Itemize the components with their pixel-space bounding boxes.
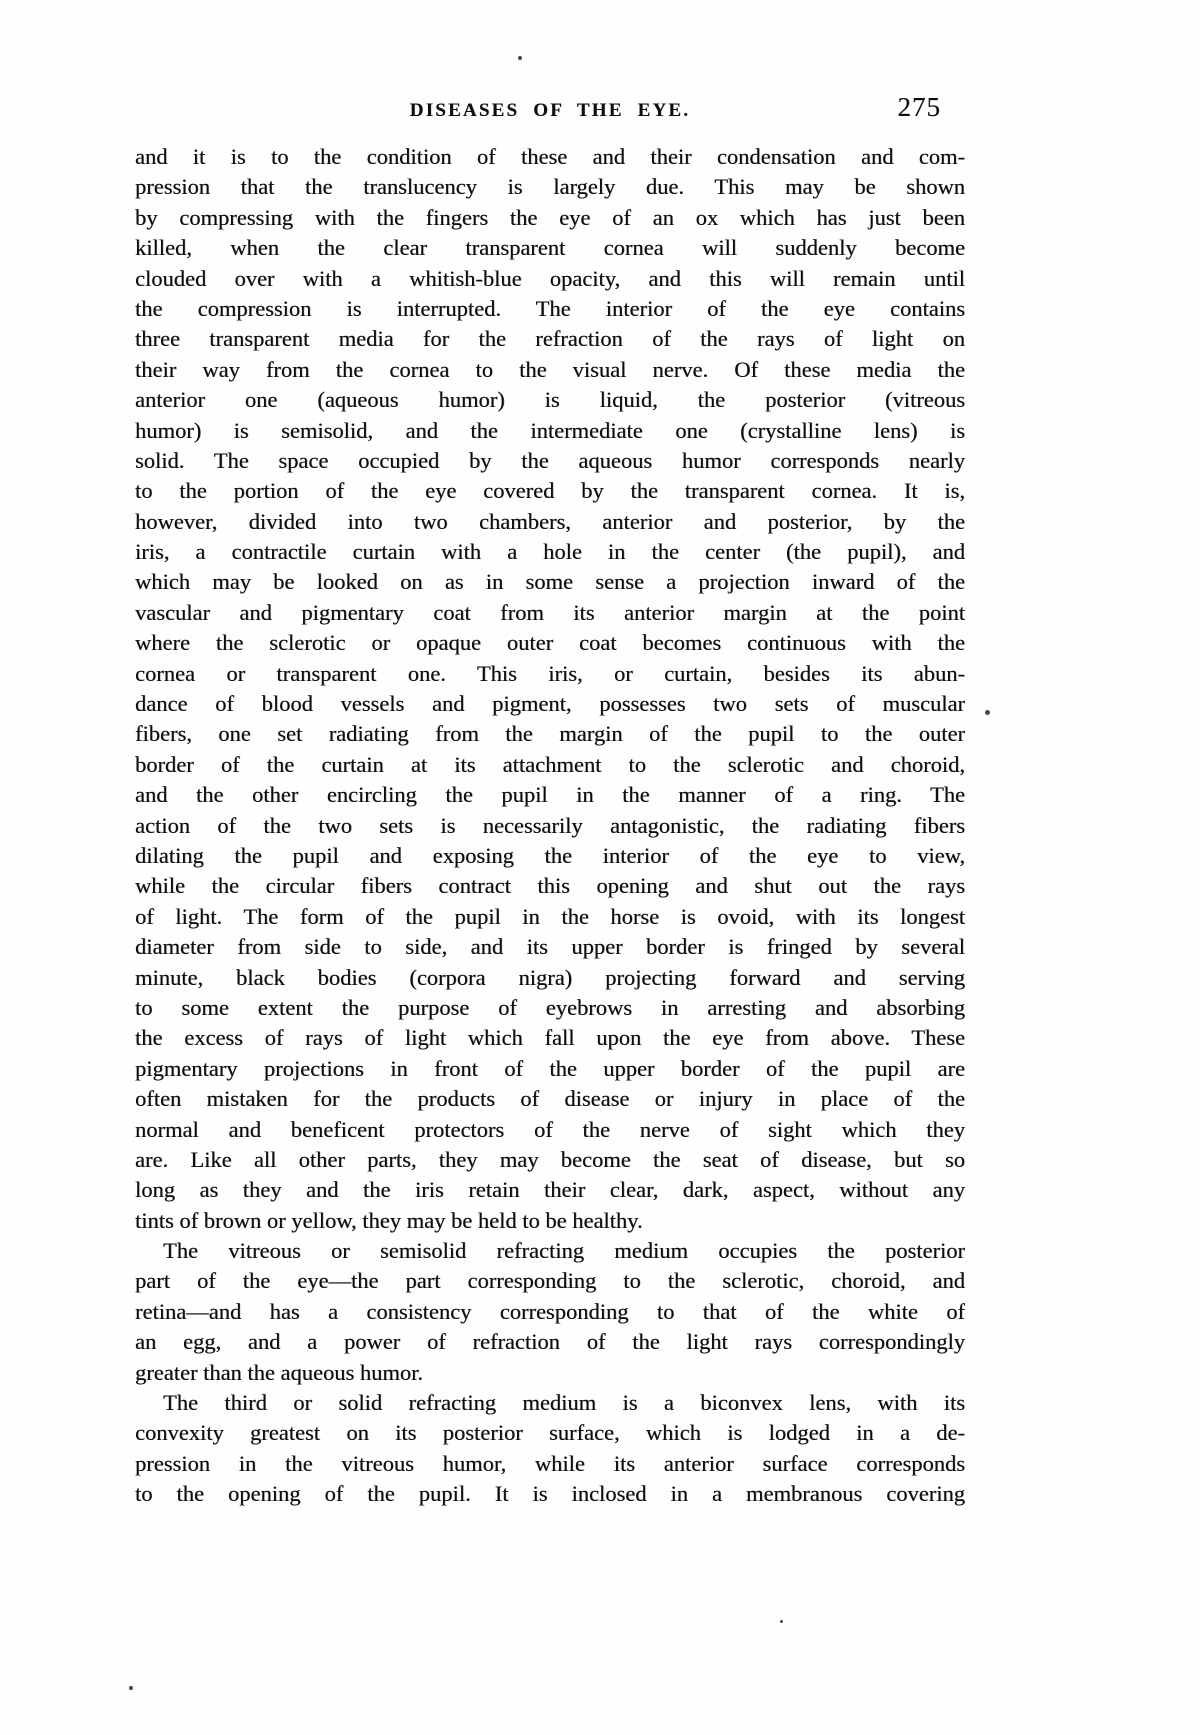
scan-speck [985,710,990,715]
text-line: clouded over with a whitish-blue opacity, and this will remain until [135,265,965,291]
text-line: often mistaken for the products of disease or injury in place of the [135,1086,965,1112]
text-line: to the portion of the eye covered by the transparent cornea. It is, [135,478,965,504]
text-line: the excess of rays of light which fall upon the eye from above. These [135,1025,965,1051]
text-line: to the opening of the pupil. It is inclosed in a membranous covering [135,1481,965,1507]
text-line: iris, a contractile curtain with a hole in the center (the pupil), and [135,539,965,565]
page-number: 275 [897,92,941,122]
text-line: pression in the vitreous humor, while its anterior surface corresponds [135,1450,965,1476]
text-line: action of the two sets is necessarily antagonistic, the radiating fibers [135,812,965,838]
text-line: humor) is semisolid, and the intermediate one (crystalline lens) is [135,417,965,443]
text-line: where the sclerotic or opaque outer coat becomes continuous with the [135,630,965,656]
text-line: are. Like all other parts, they may become the seat of disease, but so [135,1146,965,1172]
page-header [135,92,965,130]
text-line: cornea or transparent one. This iris, or curtain, besides its abun- [135,660,965,686]
text-line: diameter from side to side, and its upper border is fringed by several [135,934,965,960]
text-line: border of the curtain at its attachment to the sclerotic and choroid, [135,751,965,777]
text-line: to some extent the purpose of eyebrows in arresting and absorbing [135,994,965,1020]
body-text [135,142,965,1510]
text-line: and it is to the condition of these and their condensation and com- [135,144,965,169]
text-line: The third or solid refracting medium is a biconvex lens, with its [163,1390,965,1416]
text-line: minute, black bodies (corpora nigra) projecting forward and serving [135,964,965,990]
scan-speck [518,56,522,60]
paragraph [135,142,965,1236]
text-line: anterior one (aqueous humor) is liquid, the posterior (vitreous [135,387,965,413]
text-line: long as they and the iris retain their clear, dark, aspect, without any [135,1177,965,1203]
text-line: dilating the pupil and exposing the interior of the eye to view, [135,842,965,868]
text-line: fibers, one set radiating from the margin of the pupil to the outer [135,721,965,747]
text-line: normal and beneficent protectors of the nerve of sight which they [135,1116,965,1142]
text-line: however, divided into two chambers, anterior and posterior, by the [135,508,965,534]
text-line: three transparent media for the refraction of the rays of light on [135,326,965,352]
text-line: pigmentary projections in front of the upper border of the pupil are [135,1055,965,1081]
text-line: of light. The form of the pupil in the horse is ovoid, with its longest [135,903,965,929]
paragraph [135,1388,965,1510]
text-line: pression that the translucency is largely due. This may be shown [135,174,965,200]
text-line: greater than the aqueous humor. [135,1359,424,1385]
text-line: by compressing with the fingers the eye of an ox which has just been [135,204,965,230]
text-line: vascular and pigmentary coat from its anterior margin at the point [135,599,965,625]
text-line: The vitreous or semisolid refracting medium occupies the posterior [163,1238,965,1264]
text-line: solid. The space occupied by the aqueous humor corresponds nearly [135,447,965,473]
running-title: DISEASES OF THE EYE. [409,100,691,121]
text-line: while the circular fibers contract this opening and shut out the rays [135,873,965,899]
text-line: tints of brown or yellow, they may be held to be healthy. [135,1207,643,1233]
text-line: the compression is interrupted. The interior of the eye contains [135,295,965,321]
text-line: an egg, and a power of refraction of the light rays correspondingly [135,1329,965,1355]
paragraph [135,1236,965,1388]
text-line: convexity greatest on its posterior surface, which is lodged in a de- [135,1420,965,1446]
text-line: dance of blood vessels and pigment, possesses two sets of muscular [135,691,965,717]
scan-speck [780,1620,783,1623]
text-line: their way from the cornea to the visual nerve. Of these media the [135,356,965,382]
text-line: part of the eye—the part corresponding to the sclerotic, choroid, and [135,1268,965,1294]
scan-speck [129,1686,133,1690]
text-line: retina—and has a consistency corresponding to that of the white of [135,1298,965,1324]
text-line: and the other encircling the pupil in the manner of a ring. The [135,782,965,808]
text-line: killed, when the clear transparent cornea will suddenly become [135,235,965,261]
text-line: which may be looked on as in some sense a projection inward of the [135,569,965,595]
